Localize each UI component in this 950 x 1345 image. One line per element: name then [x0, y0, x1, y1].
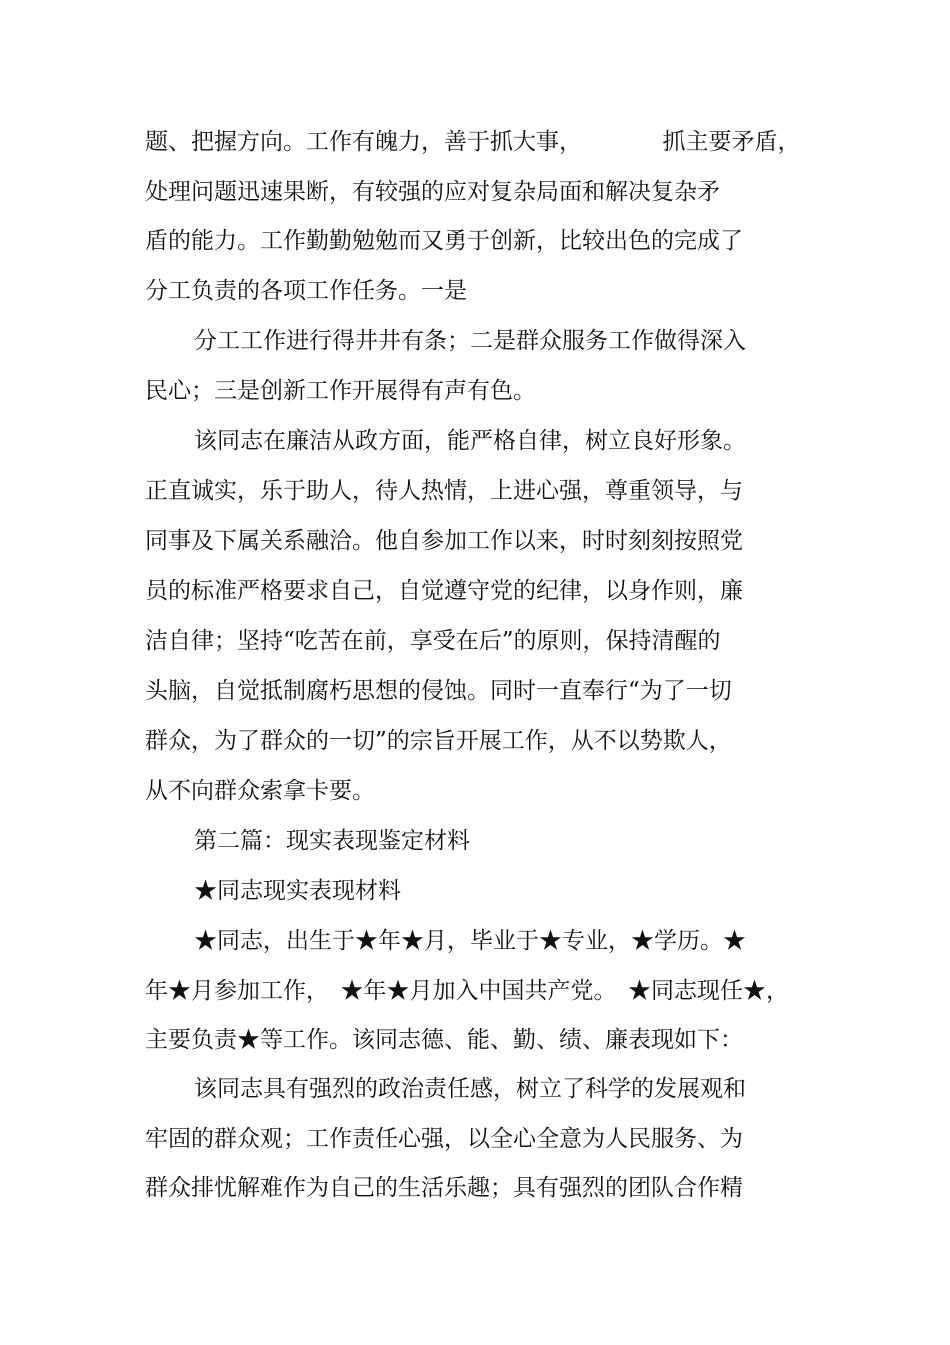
- text-line: 年★月参加工作， ★年★月加入中国共产党。 ★同志现任★，: [145, 978, 789, 1004]
- text-line: 主要负责★等工作。该同志德、能、勤、绩、廉表现如下：: [145, 1027, 743, 1053]
- section-subtitle: ★同志现实表现材料: [194, 878, 401, 904]
- text-line: ★同志，出生于★年★月，毕业于★专业，★学历。★: [194, 928, 746, 954]
- text-line: 分工负责的各项工作任务。一是: [145, 278, 467, 304]
- text-line: 同事及下属关系融洽。他自参加工作以来，时时刻刻按照党: [145, 528, 743, 554]
- text-line: 题、把握方向。工作有魄力，善于抓大事， 抓主要矛盾，: [145, 129, 801, 155]
- text-line: 正直诚实，乐于助人，待人热情，上进心强，尊重领导，与: [145, 478, 743, 504]
- text-line: 牢固的群众观；工作责任心强，以全心全意为人民服务、为: [145, 1126, 743, 1152]
- text-line: 该同志具有强烈的政治责任感，树立了科学的发展观和: [194, 1076, 746, 1102]
- text-line: 处理问题迅速果断，有较强的应对复杂局面和解决复杂矛: [145, 179, 720, 205]
- text-line: 从不向群众索拿卡要。: [145, 778, 375, 804]
- text-line: 该同志在廉洁从政方面，能严格自律，树立良好形象。: [194, 428, 746, 454]
- text-line: 群众排忧解难作为自己的生活乐趣；具有强烈的团队合作精: [145, 1175, 743, 1201]
- text-line: 群众，为了群众的一切”的宗旨开展工作，从不以势欺人，: [145, 728, 732, 754]
- text-line: 头脑，自觉抵制腐朽思想的侵蚀。同时一直奉行“为了一切: [145, 678, 732, 704]
- text-line: 盾的能力。工作勤勤勉勉而又勇于创新，比较出色的完成了: [145, 228, 743, 254]
- text-line: 民心；三是创新工作开展得有声有色。: [145, 378, 536, 404]
- text-line: 员的标准严格要求自己，自觉遵守党的纪律，以身作则，廉: [145, 578, 743, 604]
- section-heading: 第二篇：现实表现鉴定材料: [194, 828, 470, 854]
- text-line: 洁自律；坚持“吃苦在前，享受在后”的原则，保持清醒的: [145, 628, 721, 654]
- text-line: 分工工作进行得井井有条；二是群众服务工作做得深入: [194, 328, 746, 354]
